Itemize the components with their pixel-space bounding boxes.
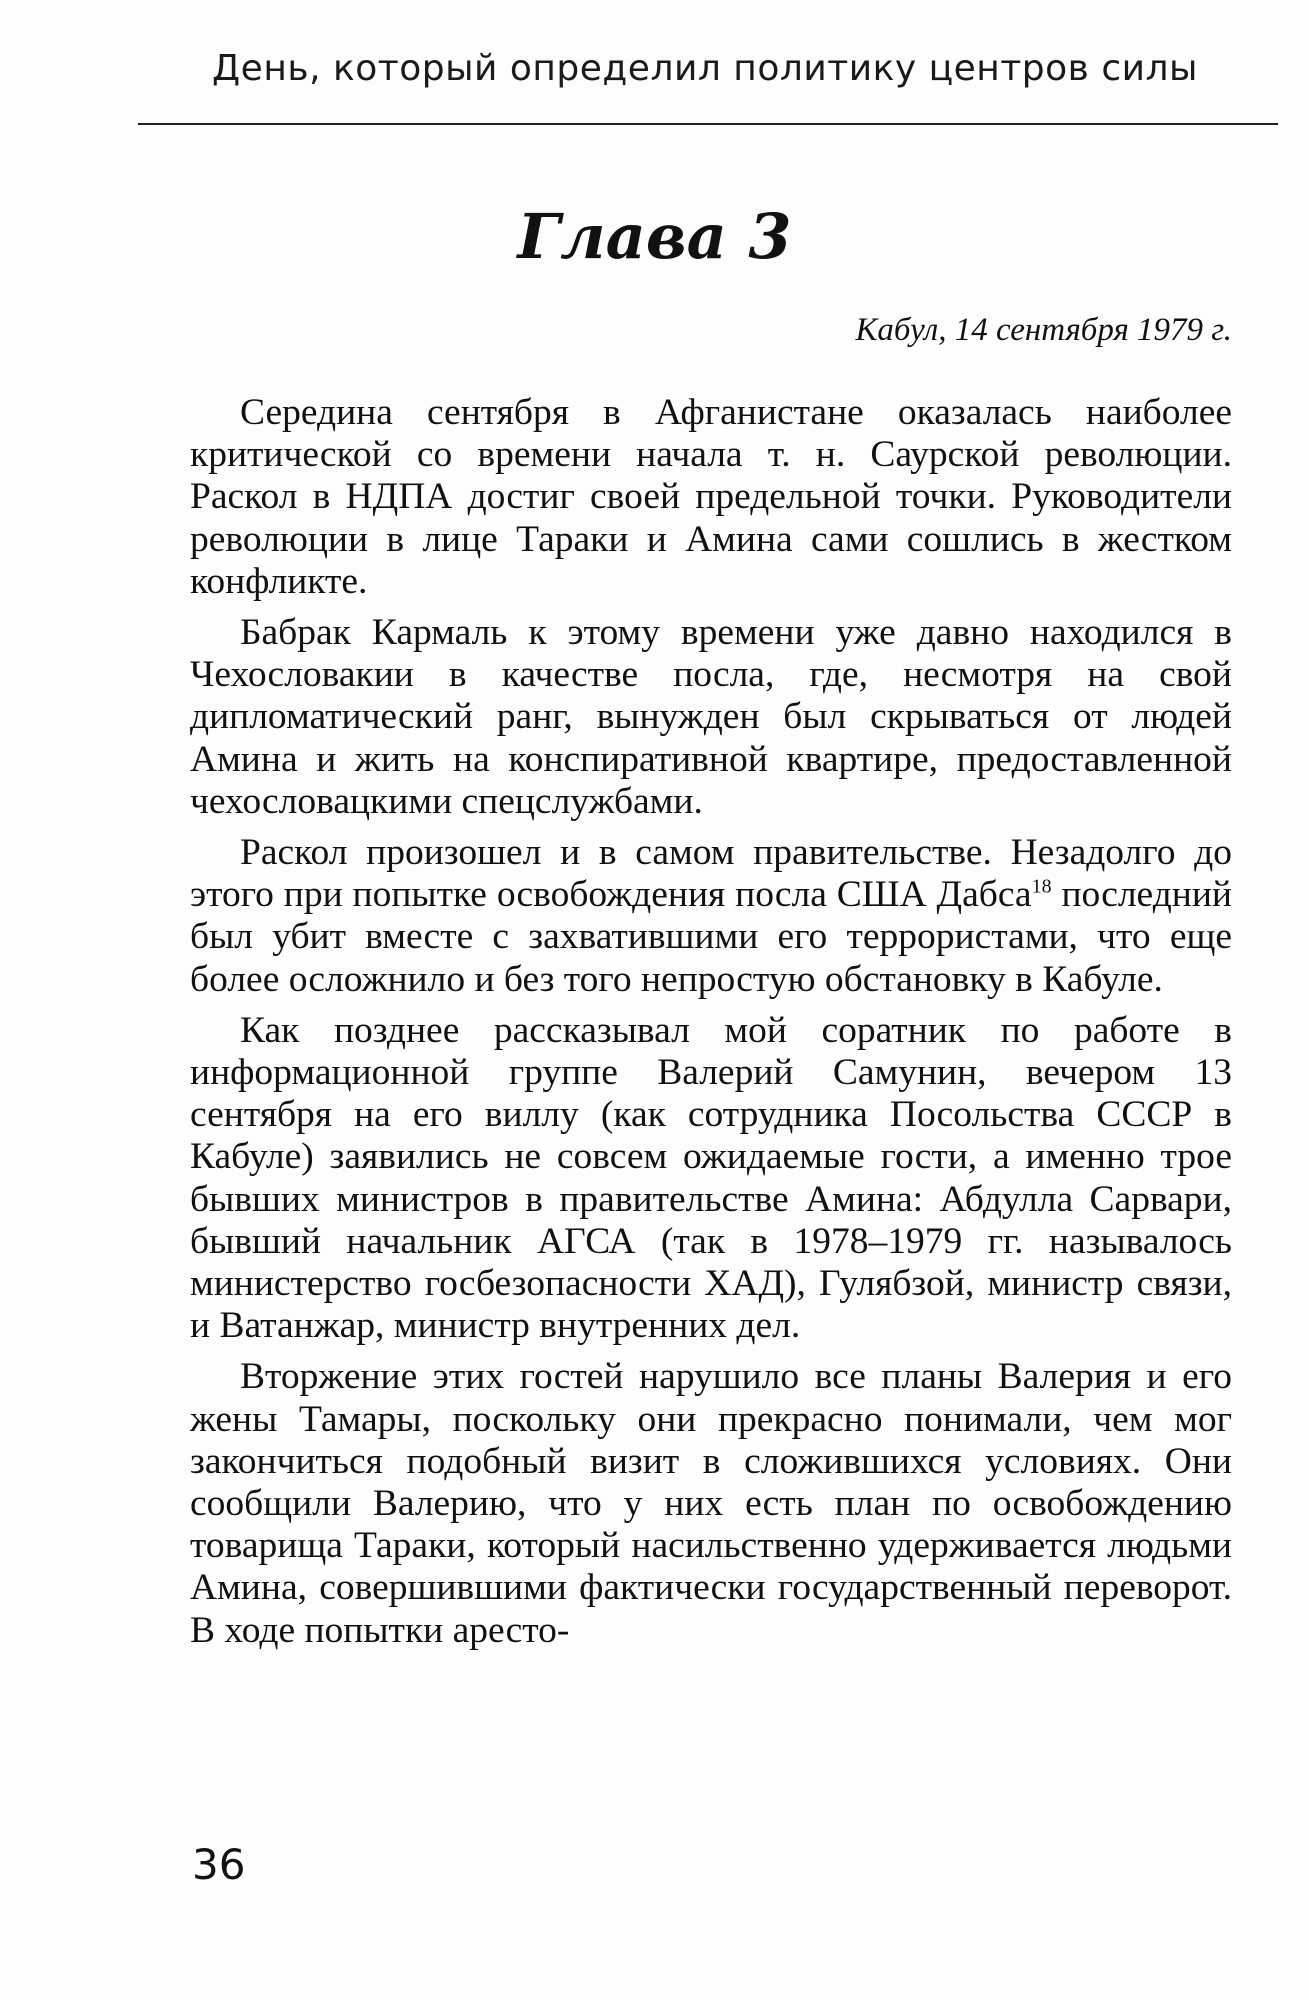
paragraph-text: Бабрак Кармаль к этому времени уже давно находился в Чехословакии в качестве посла, где, несмотря на свой дипломатический ранг, вынужден был скрываться от людей Амина и жить на конспиративной квартире, предоставленной чехословацкими спецслужбами. [190,612,1232,822]
paragraph [190,612,1232,823]
page-number: 36 [192,1840,246,1889]
dateline: Кабул, 14 сентября 1979 г. [855,312,1232,348]
body-text [190,392,1232,1652]
running-head: День, который определил политику центров силы [212,48,1198,89]
footnote-ref: 18 [1031,875,1052,898]
paragraph-text: Раскол произошел и в самом правительстве. Незадолго до этого при попытке освобождения посла США Дабса [190,832,1232,916]
paragraph: Середина сентября в Афганистане оказалась наиболее критической со времени начала т. н. Саурской революции. Раскол в НДПА достиг своей предельной точки. Руководители революции в лице Тараки и Амина сами сошлись в жестком конфликте. [190,392,1232,602]
chapter-title: Глава 3 [517,200,792,273]
paragraph-text: последний был убит вместе с захватившими его террористами, что еще более осложнило и без того непростую обстановку в Кабуле. [190,874,1232,1000]
paragraph: Как позднее рассказывал мой соратник по работе в информационной группе Валерий Самунин, вечером 13 сентября на его виллу (как сотрудника Посольства СССР в Кабуле) заявились не совсем ожидаемые гости, а именно трое бывших министров в правительстве Амина: Абдулла Сарвари, бывший начальник АГСА (так в 1978–1979 гг. называлось министерство госбезопасности ХАД), Гулябзой, министр связи, и Ватанжар, министр внутренних дел. [190,1009,1232,1347]
paragraph: Вторжение этих гостей нарушило все планы Валерия и его жены Тамары, поскольку они прекрасно понимали, чем мог закончиться подобный визит в сложившихся условиях. Они сообщили Валерию, что у них есть план по освобождению товарища Тараки, который насильственно удерживается людьми Амина, совершившими фактически государственный переворот. В ходе попытки аресто- [190,1356,1232,1651]
header-rule [138,123,1278,125]
paragraph [190,832,1232,1001]
